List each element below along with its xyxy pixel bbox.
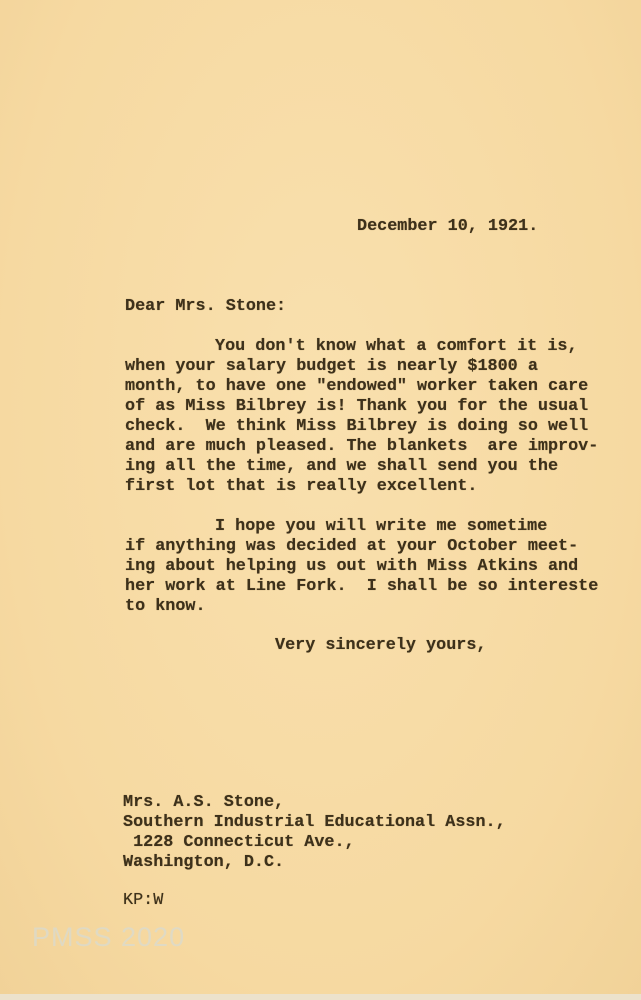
address-line: Southern Industrial Educational Assn., xyxy=(123,813,506,832)
scan-edge xyxy=(0,994,641,1000)
address-line: 1228 Connecticut Ave., xyxy=(123,833,355,852)
address-line: Washington, D.C. xyxy=(123,853,285,872)
paragraph-line: if anything was decided at your October meet- xyxy=(125,537,579,556)
paragraph-line: when your salary budget is nearly $1800 a xyxy=(125,357,538,376)
paragraph-line: I hope you will write me sometime xyxy=(215,517,548,536)
salutation: Dear Mrs. Stone: xyxy=(125,297,287,316)
paragraph-line: first lot that is really excellent. xyxy=(125,477,478,496)
paragraph-line: month, to have one "endowed" worker taken care xyxy=(125,377,589,396)
paragraph-line: You don't know what a comfort it is, xyxy=(215,337,578,356)
watermark: PMSS 2020 xyxy=(32,922,186,952)
paragraph-line: ing all the time, and we shall send you the xyxy=(125,457,559,476)
paragraph-line: check. We think Miss Bilbrey is doing so well xyxy=(125,417,589,436)
letter-date: December 10, 1921. xyxy=(357,217,539,236)
paragraph-line: her work at Line Fork. I shall be so intereste xyxy=(125,577,599,596)
typist-initials: KP:W xyxy=(123,891,164,910)
paragraph-line: and are much pleased. The blankets are improv- xyxy=(125,437,599,456)
closing: Very sincerely yours, xyxy=(275,636,487,655)
paragraph-line: to know. xyxy=(125,597,206,616)
paragraph-line: of as Miss Bilbrey is! Thank you for the usual xyxy=(125,397,589,416)
paragraph-line: ing about helping us out with Miss Atkins and xyxy=(125,557,579,576)
address-line: Mrs. A.S. Stone, xyxy=(123,793,285,812)
